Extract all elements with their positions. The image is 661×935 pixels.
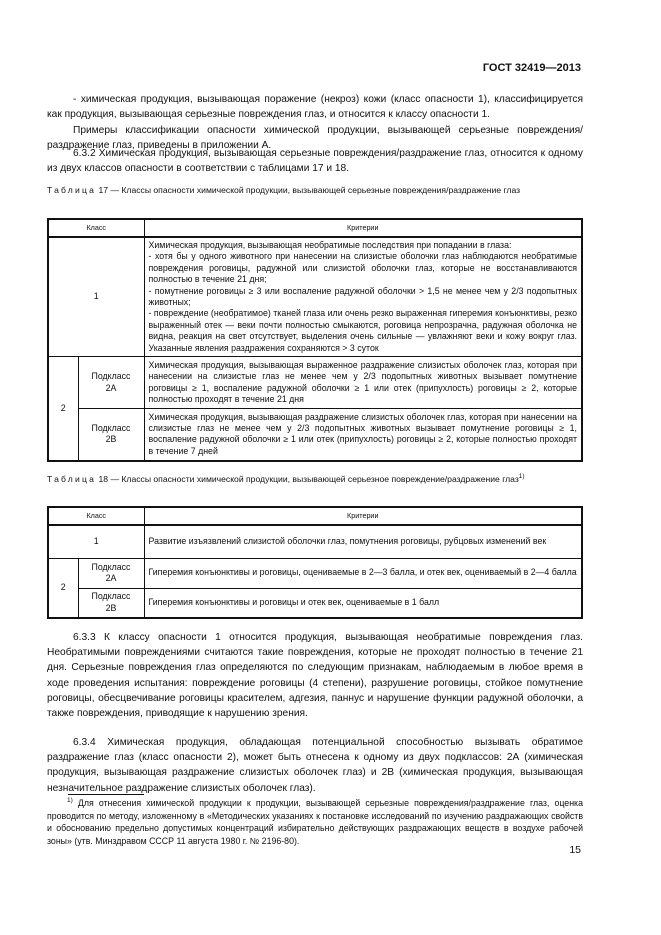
table18-class-1: 1 — [48, 525, 144, 558]
paragraph-examples: Примеры классификации опасности химической продукции, вызывающей серьезные повреждения/раздражение глаз, приведены в приложении А. — [47, 125, 583, 152]
table17-subclass-2b-criteria: Химическая продукция, вызывающая раздражение слизистых оболочек глаз, которая при нанесении на слизистые глаз не менее чем у 2/3 подопытных животных вызывает помутнение роговицы ≥ 1, воспаление радужной оболочки ≥ 1 или отек (припухлость) роговицы ≥ 2, которые полностью проходят в течение 7 дней — [144, 409, 582, 461]
table17-caption-text: 17 — Классы опасности химической продукции, вызывающей серьезные повреждения/раздражение глаз — [98, 185, 521, 195]
table18-caption-text: 18 — Классы опасности химической продукции, вызывающей серьезное повреждение/раздражение глаз — [98, 474, 519, 484]
table17-class-1: 1 — [48, 237, 144, 357]
table17-subclass-2a: Подкласс 2А — [78, 357, 144, 409]
paragraph-6-3-4: 6.3.4 Химическая продукция, обладающая потенциальной способностью вызывать обратимое раздражение глаз (класс опасности 2), может быть отнесена к одному из двух подклассов: 2А (химическая продукция, вызывающая раздражение слизистых оболочек глаз) и 2В (химическая продукция, вызывающая незначительное раздражение слизистых оболочек глаз). — [47, 737, 583, 794]
table18-caption-word: Таблица — [47, 474, 97, 484]
table18-subclass-2b-criteria: Гиперемия конъюнктивы и роговицы и отек век, оцениваемые в 1 балл — [144, 588, 582, 618]
table18-subclass-2a-criteria: Гиперемия конъюнктивы и роговицы, оцениваемые в 2—3 балла, и отек век, оцениваемый в 2—4 балла — [144, 558, 582, 588]
paragraph-skin-necrosis: - химическая продукция, вызывающая поражение (некроз) кожи (класс опасности 1), классифицируется как продукция, вызывающая серьезные повреждения глаз, и относится к классу опасности 1. — [47, 94, 583, 121]
table18-subclass-2b: Подкласс 2В — [78, 588, 144, 618]
footnote-text: Для отнесения химической продукции к продукции, вызывающей серьезные повреждения/раздражение глаз, оценка проводится по методу, изложенному в «Методических указаниях к постановке исследований по изучению раздражающих свойств и обоснованию предельно допустимых концентраций избирательно действующих раздражающих веществ в воздухе рабочей зоны» (утв. Минздравом СССР 11 августа 1980 г. № 2196-80). — [47, 798, 583, 846]
table17-caption-word: Таблица — [47, 185, 97, 195]
table18-header-class: Класс — [48, 507, 144, 525]
table-17 — [47, 218, 583, 462]
table17-subclass-2a-criteria: Химическая продукция, вызывающая выраженное раздражение слизистых оболочек глаз, которая при нанесении на слизистые глаз не менее чем у 2/3 подопытных животных вызывает помутнение роговицы ≥ 1, воспаление радужной оболочки ≥ 1 или отек (припухлость) роговицы ≥ 2, которые полностью проходят в течение 21 дня — [144, 357, 582, 409]
table17-header-class: Класс — [48, 219, 144, 237]
table18-class-2: 2 — [48, 558, 78, 618]
table17-subclass-2b: Подкласс 2В — [78, 409, 144, 461]
footnote-separator — [68, 794, 144, 795]
table18-header-criteria: Критерии — [144, 507, 582, 525]
table18-caption-footnote-mark: 1) — [518, 473, 525, 481]
table17-header-criteria: Критерии — [144, 219, 582, 237]
paragraph-6-3-2: 6.3.2 Химическая продукция, вызывающая серьезные повреждения/раздражение глаз, относится к одному из двух классов опасности в соответствии с таблицами 17 и 18. — [47, 148, 583, 175]
table18-subclass-2a: Подкласс 2А — [78, 558, 144, 588]
page-number: 15 — [569, 844, 581, 856]
paragraph-6-3-3: 6.3.3 К классу опасности 1 относится продукция, вызывающая необратимые повреждения глаз. Необратимыми повреждениями считаются такие повреждения, которые не проходят полностью в течение 21 дня. Серьезные повреждения глаз определяются по следующим признакам, наблюдаемым в любое время в ходе проведения испытания: повреждение роговицы (4 степени), разрушение роговицы, стойкое помутнение роговицы, обесцвечивание роговицы красителем, адгезия, паннус и нарушение функции радужной оболочки, а также повреждения, приводящие к нарушению зрения. — [47, 632, 583, 720]
table18-class-1-criteria: Развитие изъязвлений слизистой оболочки глаз, помутнения роговицы, рубцовых изменений век — [144, 525, 582, 558]
table-18 — [47, 506, 583, 619]
table17-class-2: 2 — [48, 357, 78, 461]
page-header-standard-code: ГОСТ 32419—2013 — [482, 62, 581, 74]
footnote — [47, 797, 583, 847]
footnote-mark: 1) — [67, 797, 73, 805]
table18-caption — [47, 473, 583, 486]
table17-caption — [47, 184, 583, 197]
table17-class-1-criteria: Химическая продукция, вызывающая необратимые последствия при попадании в глаза: - хотя бы у одного животного при нанесении на слизистые оболочки глаз наблюдаются необратимые повреждения роговицы, радужной или слизистой оболочки глаз, которые не восстанавливаются полностью в течение 21 дня; - помутнение роговицы ≥ 3 или воспаление радужной оболочки > 1,5 не менее чем у 2/3 подопытных животных; - повреждение (необратимое) тканей глаза или очень резко выраженная гиперемия конъюнктивы, резко выраженный отек — веки почти полностью смыкаются, роговица непрозрачна, радужная оболочка не видна, реакция на свет отсутствует, выделения очень сильные — увлажняют веки и кожу вокруг глаз. Указанные явления раздражения сохраняются > 3 суток — [144, 237, 582, 357]
